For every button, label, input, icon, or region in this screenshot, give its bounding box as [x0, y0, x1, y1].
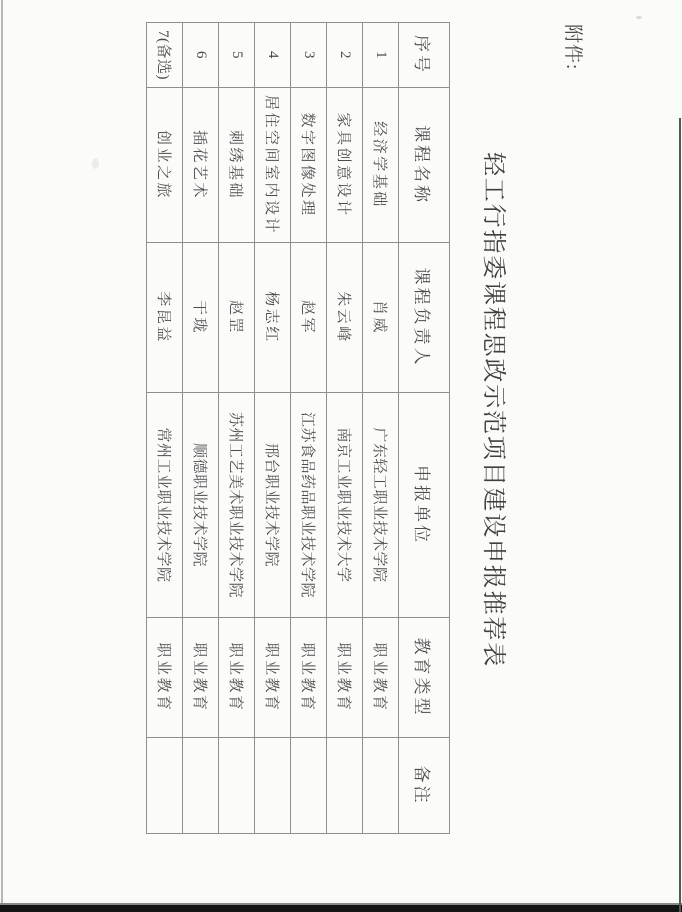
cell-unit: 广东轻工职业技术学院 — [363, 393, 399, 618]
cell-remark — [363, 738, 399, 834]
cell-course: 刺绣基础 — [219, 88, 255, 243]
table-row — [327, 23, 363, 834]
header-type: 教育类型 — [399, 618, 450, 738]
cell-type: 职业教育 — [255, 618, 291, 738]
cell-remark — [291, 738, 327, 834]
cell-seq: 7(备选) — [147, 23, 183, 88]
cell-course: 创业之旅 — [147, 88, 183, 243]
table-row — [363, 23, 399, 834]
table-row — [219, 23, 255, 834]
cell-leader: 赵罡 — [219, 243, 255, 393]
cell-course: 居住空间室内设计 — [255, 88, 291, 243]
recommendation-table — [146, 22, 450, 834]
cell-seq: 3 — [291, 23, 327, 88]
cell-remark — [255, 738, 291, 834]
cell-seq: 5 — [219, 23, 255, 88]
cell-seq: 2 — [327, 23, 363, 88]
cell-unit: 南京工业职业技术大学 — [327, 393, 363, 618]
cell-course: 数字图像处理 — [291, 88, 327, 243]
cell-type: 职业教育 — [291, 618, 327, 738]
scan-edge-bottom — [0, 905, 682, 912]
cell-leader: 朱云峰 — [327, 243, 363, 393]
scan-edge-left — [1, 0, 3, 912]
page-title: 轻工行指委课程思政示范项目建设申报推荐表 — [480, 152, 506, 668]
cell-leader: 赵军 — [291, 243, 327, 393]
scan-speck — [92, 158, 99, 169]
cell-remark — [327, 738, 363, 834]
table-row — [291, 23, 327, 834]
cell-unit: 常州工业职业技术学院 — [147, 393, 183, 618]
cell-type: 职业教育 — [327, 618, 363, 738]
cell-unit: 顺德职业技术学院 — [183, 393, 219, 618]
header-leader: 课程负责人 — [399, 243, 450, 393]
table-row — [255, 23, 291, 834]
attachment-label: 附件: — [562, 24, 583, 71]
cell-remark — [219, 738, 255, 834]
cell-seq: 6 — [183, 23, 219, 88]
cell-type: 职业教育 — [147, 618, 183, 738]
cell-course: 插花艺术 — [183, 88, 219, 243]
table-header-row — [399, 23, 450, 834]
cell-unit: 江苏食品药品职业技术学院 — [291, 393, 327, 618]
cell-type: 职业教育 — [183, 618, 219, 738]
cell-seq: 1 — [363, 23, 399, 88]
header-unit: 申报单位 — [399, 393, 450, 618]
cell-remark — [183, 738, 219, 834]
cell-seq: 4 — [255, 23, 291, 88]
cell-remark — [147, 738, 183, 834]
cell-course: 经济学基础 — [363, 88, 399, 243]
scan-speck — [636, 16, 642, 19]
table-row — [147, 23, 183, 834]
cell-type: 职业教育 — [363, 618, 399, 738]
cell-unit: 苏州工艺美术职业技术学院 — [219, 393, 255, 618]
header-seq: 序号 — [399, 23, 450, 88]
cell-leader: 肖威 — [363, 243, 399, 393]
scan-edge-right — [679, 118, 681, 912]
cell-type: 职业教育 — [219, 618, 255, 738]
cell-leader: 李昆益 — [147, 243, 183, 393]
table-row — [183, 23, 219, 834]
header-remark: 备注 — [399, 738, 450, 834]
cell-unit: 邢台职业技术学院 — [255, 393, 291, 618]
cell-leader: 干珑 — [183, 243, 219, 393]
cell-leader: 杨志红 — [255, 243, 291, 393]
header-course: 课程名称 — [399, 88, 450, 243]
cell-course: 家具创意设计 — [327, 88, 363, 243]
